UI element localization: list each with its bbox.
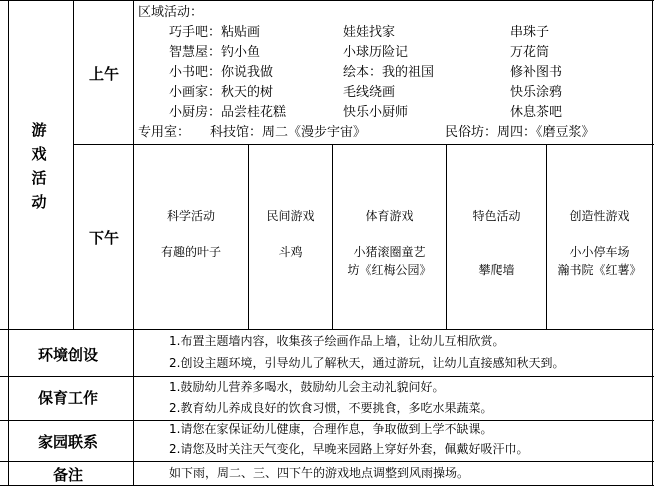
- area-activity-cell: 小书吧：你说我做: [169, 65, 274, 80]
- afternoon-activity-cell: [249, 208, 332, 260]
- area-activity-cell: 快乐涂鸦: [510, 85, 563, 100]
- special-room-folk: 民俗坊：周四：《磨豆浆》: [445, 125, 595, 140]
- afternoon-activity-cell: [134, 208, 248, 260]
- area-activity-cell: 巧手吧：粘贴画: [169, 25, 261, 40]
- activity-line: 攀爬墙: [478, 263, 515, 277]
- grid-line: [652, 0, 653, 486]
- care-item: 2.教育幼儿养成良好的饮食习惯，不要挑食，多吃水果蔬菜。: [169, 401, 493, 415]
- care-item: 1.鼓励幼儿营养多喝水，鼓励幼儿会主动礼貌问好。: [169, 380, 445, 394]
- activity-title: 体育游戏: [365, 209, 414, 223]
- grid-line: [0, 461, 654, 462]
- area-activity-cell: 毛线绕画: [343, 85, 396, 100]
- environment-item: 1.布置主题墙内容，收集孩子绘画作品上墙，让幼儿互相欣赏。: [169, 334, 505, 348]
- afternoon-activity-cell: [447, 208, 546, 278]
- notes-text: 如下雨，周二、三、四下午的游戏地点调整到风雨操场。: [169, 466, 470, 480]
- care-header: 保育工作: [38, 389, 99, 407]
- grid-line: [0, 329, 654, 330]
- activity-line: 坊《红梅公园》: [347, 263, 432, 277]
- games-header-char: 动: [31, 193, 47, 211]
- activity-line: 有趣的叶子: [160, 245, 221, 259]
- area-activity-cell: 绘本：我的祖国: [343, 65, 435, 80]
- activity-line: 小猪滚圈童艺: [353, 245, 426, 259]
- area-activity-cell: 小画家：秋天的树: [169, 85, 274, 100]
- activity-title: 民间游戏: [266, 209, 315, 223]
- area-activity-title: 区域活动：: [138, 5, 204, 20]
- activity-line: 瀚书院《红薯》: [557, 263, 642, 277]
- grid-line: [0, 485, 654, 486]
- home-header: 家园联系: [38, 433, 99, 451]
- games-header-char: 活: [31, 169, 47, 187]
- grid-line: [73, 144, 654, 145]
- environment-item: 2.创设主题环境，引导幼儿了解秋天，通过游玩，让幼儿直接感知秋天到。: [169, 356, 565, 370]
- special-room-science: 科技馆：周二《漫步宇宙》: [210, 125, 367, 140]
- area-activity-cell: 快乐小厨师: [343, 105, 409, 120]
- afternoon-header: 下午: [89, 229, 120, 247]
- games-header-char: 游: [31, 121, 47, 139]
- afternoon-activity-cell: [333, 208, 446, 278]
- area-activity-cell: 休息茶吧: [510, 105, 563, 120]
- home-item: 2.请您及时关注天气变化，早晚来园路上穿好外套，佩戴好吸汗巾。: [169, 442, 529, 456]
- activity-line: 小小停车场: [569, 245, 630, 259]
- home-item: 1.请您在家保证幼儿健康，合理作息，争取做到上学不缺课。: [169, 422, 493, 436]
- area-activity-cell: 小球历险记: [343, 45, 409, 60]
- activity-title: 科学活动: [166, 209, 215, 223]
- games-header-char: 戏: [31, 145, 47, 163]
- notes-header: 备注: [53, 466, 84, 484]
- area-activity-cell: 娃娃找家: [343, 25, 396, 40]
- grid-line: [0, 376, 654, 377]
- grid-line: [0, 0, 654, 1]
- grid-line: [8, 0, 9, 486]
- afternoon-activity-cell: [547, 208, 652, 278]
- area-activity-cell: 智慧屋：钓小鱼: [169, 45, 261, 60]
- area-activity-cell: 小厨房：品尝桂花糕: [169, 105, 287, 120]
- environment-header: 环境创设: [38, 346, 99, 364]
- grid-line: [73, 0, 74, 330]
- activity-title: 创造性游戏: [569, 209, 630, 223]
- activity-line: 斗鸡: [278, 245, 303, 259]
- morning-header: 上午: [89, 65, 120, 83]
- games-header: [24, 118, 54, 214]
- special-room-label: 专用室：: [138, 125, 191, 140]
- area-activity-cell: 串珠子: [510, 25, 550, 40]
- activity-title: 特色活动: [472, 209, 521, 223]
- area-activity-cell: 修补图书: [510, 65, 563, 80]
- area-activity-cell: 万花筒: [510, 45, 550, 60]
